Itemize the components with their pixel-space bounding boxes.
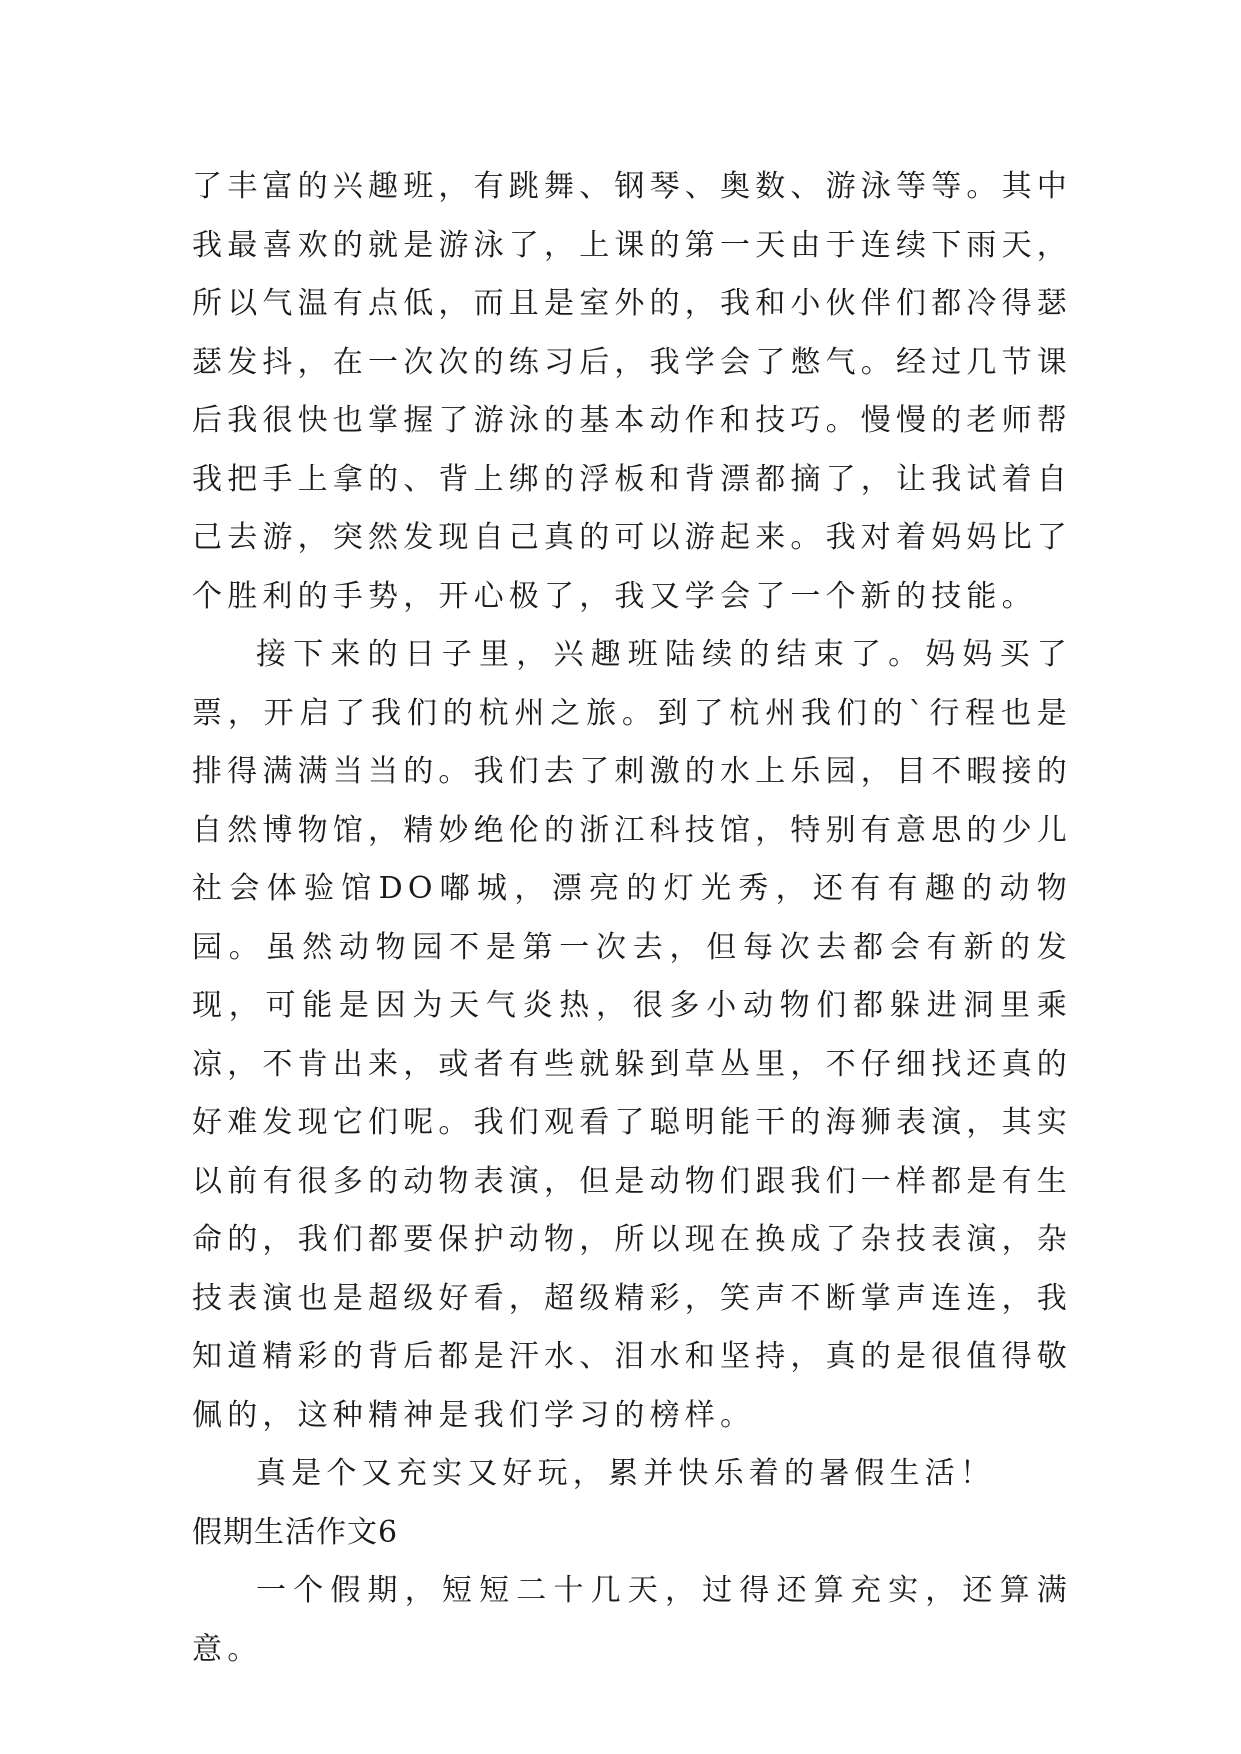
essay-heading: 假期生活作文6 xyxy=(192,1514,399,1550)
paragraph-swimming: 了丰富的兴趣班，有跳舞、钢琴、奥数、游泳等等。其中我最喜欢的就是游泳了，上课的第一天由于连续下雨天，所以气温有点低，而且是室外的，我和小伙伴们都冷得瑟瑟发抖，在一次次的练习后，我学会了憋气。经过几节课后我很快也掌握了游泳的基本动作和技巧。慢慢的老师帮我把手上拿的、背上绑的浮板和背漂都摘了，让我试着自己去游，突然发现自己真的可以游起来。我对着妈妈比了个胜利的手势，开心极了，我又学会了一个新的技能。 xyxy=(192,169,1072,614)
paragraph-opening: 一个假期，短短二十几天，过得还算充实，还算满意。 xyxy=(192,1573,1072,1667)
paragraph-hangzhou-trip: 接下来的日子里，兴趣班陆续的结束了。妈妈买了票，开启了我们的杭州之旅。到了杭州我们的`行程也是排得满满当当的。我们去了刺激的水上乐园，目不暇接的自然博物馆，精妙绝伦的浙江科技馆，特别有意思的少儿社会体验馆DO嘟城，漂亮的灯光秀，还有有趣的动物园。虽然动物园不是第一次去，但每次去都会有新的发现，可能是因为天气炎热，很多小动物们都躲进洞里乘凉，不肯出来，或者有些就躲到草丛里，不仔细找还真的好难发现它们呢。我们观看了聪明能干的海狮表演，其实以前有很多的动物表演，但是动物们跟我们一样都是有生命的，我们都要保护动物，所以现在换成了杂技表演，杂技表演也是超级好看，超级精彩，笑声不断掌声连连，我知道精彩的背后都是汗水、泪水和坚持，真的是很值得敬佩的，这种精神是我们学习的榜样。 xyxy=(192,637,1072,1433)
document-body xyxy=(192,158,1072,1679)
paragraph-summary: 真是个又充实又好玩，累并快乐着的暑假生活！ xyxy=(256,1456,996,1491)
